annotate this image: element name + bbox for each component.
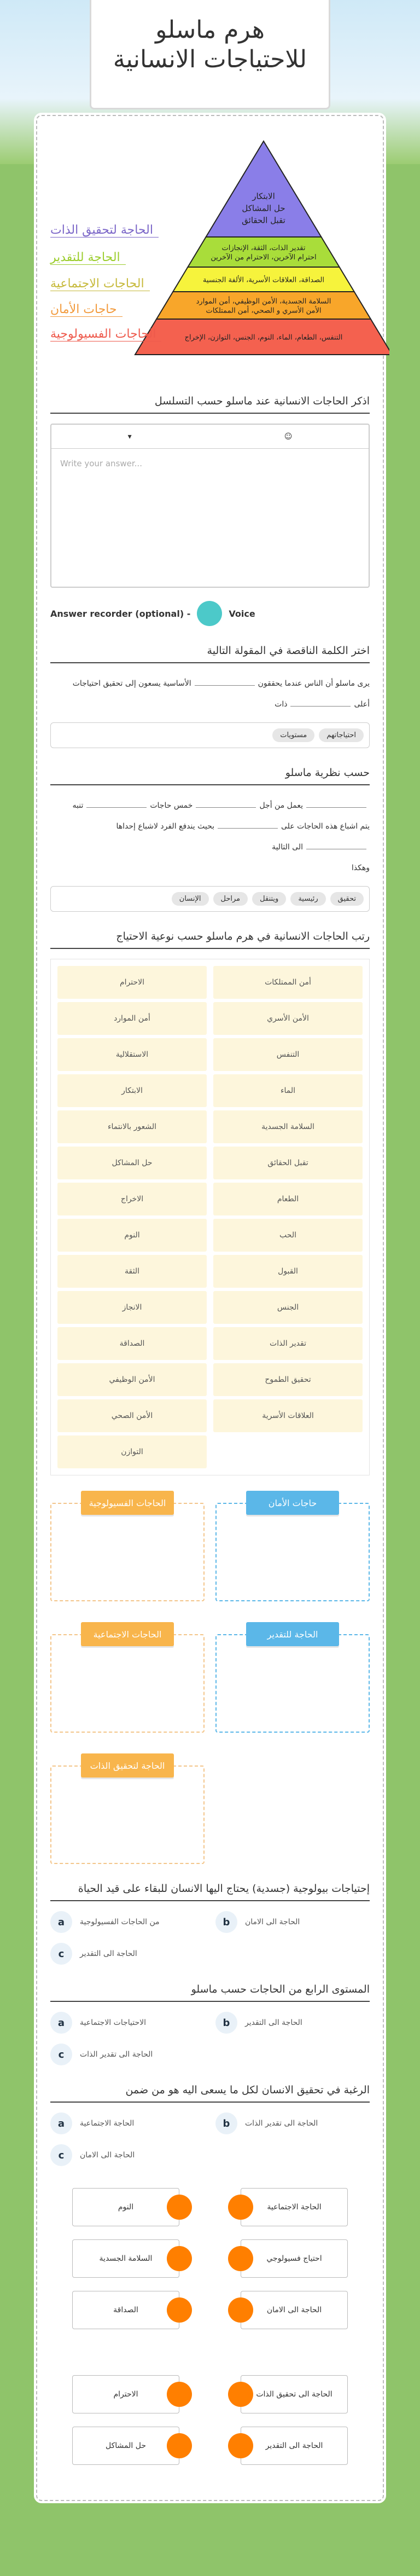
drop-bin[interactable] — [50, 1760, 205, 1864]
sort-card[interactable]: القبول — [213, 1255, 363, 1288]
option-b[interactable] — [215, 2112, 370, 2134]
word-chip[interactable]: الإنسان — [172, 892, 209, 906]
word-bank — [50, 722, 370, 748]
connector-dot[interactable] — [228, 2382, 253, 2407]
sort-card[interactable]: الاخراج — [57, 1183, 207, 1215]
pyramid-level-text: الابتكار حل المشاكل تقبل الحقائق — [242, 191, 285, 225]
sort-card[interactable]: السلامة الجسدية — [213, 1110, 363, 1143]
record-button[interactable] — [197, 601, 222, 626]
match-text: احتياج فسيولوجي — [266, 2254, 322, 2263]
match-left-item[interactable] — [72, 2239, 179, 2278]
sort-card[interactable]: تقبل الحقائق — [213, 1147, 363, 1179]
bin-label: الحاجة للتقدير — [246, 1622, 339, 1646]
match-text: الحاجة الاجتماعية — [267, 2203, 322, 2212]
sentence-part: يعمل من أجل — [259, 801, 303, 810]
question-title: حسب نظرية ماسلو — [50, 767, 370, 785]
option-text: الحاجة الى التقدير — [80, 1949, 137, 1958]
sort-card[interactable]: الثقة — [57, 1255, 207, 1288]
sort-card[interactable]: الحب — [213, 1219, 363, 1252]
question-title: الرغبة في تحقيق الانسان لكل ما يسعى اليه هو من ضمن — [50, 2084, 370, 2103]
option-text: الحاجة الى الامان — [80, 2151, 135, 2160]
maslow-pyramid — [50, 130, 370, 377]
option-text: الحاجة الى تقدير الذات — [80, 2050, 153, 2059]
drop-bin[interactable] — [50, 1497, 205, 1601]
sort-card[interactable]: أمن الممتلكات — [213, 966, 363, 999]
sort-card[interactable]: حل المشاكل — [57, 1147, 207, 1179]
title-card — [90, 0, 330, 109]
question-mcq-2 — [50, 1983, 370, 2065]
sort-card[interactable]: تقدير الذات — [213, 1327, 363, 1360]
question-mcq-3 — [50, 2084, 370, 2166]
word-chip[interactable]: ويتنقل — [252, 892, 286, 906]
bin-label: حاجات الأمان — [246, 1491, 339, 1515]
connector-dot[interactable] — [228, 2246, 253, 2271]
option-b[interactable] — [215, 2012, 370, 2034]
matching-exercise — [50, 2188, 370, 2465]
option-a[interactable] — [50, 2112, 205, 2134]
connector-dot[interactable] — [228, 2433, 253, 2458]
option-text: الحاجة الاجتماعية — [80, 2119, 135, 2128]
question-sequence — [50, 395, 370, 626]
sentence-part: أعلى — [354, 700, 370, 709]
option-text: من الحاجات الفسيولوجية — [80, 1918, 160, 1926]
match-text: الحاجة الى التقدير — [265, 2441, 323, 2450]
drop-bin[interactable] — [215, 1497, 370, 1601]
sentence-part: يتم اشباع هذه الحاجات على — [281, 822, 370, 831]
bin-label: الحاجة لتحقيق الذات — [81, 1753, 174, 1778]
sort-card[interactable]: أمن الموارد — [57, 1002, 207, 1035]
option-text: الحاجة الى التقدير — [245, 2018, 302, 2027]
sentence-part: الى التالية — [272, 843, 303, 852]
word-chip[interactable]: رئيسية — [290, 892, 325, 906]
sentence-part: يرى ماسلو أن الناس عندما يحققون — [258, 679, 370, 688]
match-right-item[interactable] — [241, 2239, 348, 2278]
sentence-part: بحيث يندفع الفرد لاشباع إحداها — [116, 822, 215, 831]
option-letter: b — [215, 2012, 237, 2034]
pyramid-side-label: الحاجات الاجتماعية — [50, 277, 150, 291]
sort-card[interactable]: الشعور بالانتماء — [57, 1110, 207, 1143]
question-title: المستوى الرابع من الحاجات حسب ماسلو — [50, 1983, 370, 2002]
connector-dot[interactable] — [167, 2195, 192, 2220]
option-letter: b — [215, 1911, 237, 1933]
sort-card[interactable]: الأمن الوظيفي — [57, 1363, 207, 1396]
connector-dot[interactable] — [167, 2382, 192, 2407]
question-fill-blank-2 — [50, 767, 370, 912]
sort-card[interactable]: الاستقلالية — [57, 1038, 207, 1071]
connector-dot[interactable] — [228, 2195, 253, 2220]
match-left-item[interactable] — [72, 2375, 179, 2413]
pyramid-level-text: الصداقة، العلاقات الأسرية، الألفة الجنسية — [203, 276, 324, 285]
match-text: النوم — [118, 2203, 134, 2212]
match-right-item[interactable] — [241, 2188, 348, 2226]
answer-textbox[interactable] — [50, 424, 370, 588]
drop-bin[interactable] — [50, 1629, 205, 1733]
pyramid-side-label: الحاجة لتحقيق الذات — [50, 223, 159, 238]
match-text: السلامة الجسدية — [99, 2254, 153, 2263]
match-right-item[interactable] — [241, 2375, 348, 2413]
pyramid-side-label: حاجات الأمان — [50, 303, 122, 317]
option-b[interactable] — [215, 1911, 370, 1933]
blank-slot[interactable] — [218, 828, 278, 829]
bin-label: الحاجات الاجتماعية — [81, 1622, 174, 1646]
question-mcq-1 — [50, 1883, 370, 1965]
sort-card[interactable]: تحقيق الطموح — [213, 1363, 363, 1396]
sort-card[interactable]: الأمن الأسري — [213, 1002, 363, 1035]
match-text: الحاجة الى الامان — [266, 2306, 322, 2314]
match-left-item[interactable] — [72, 2188, 179, 2226]
sort-card[interactable]: الابتكار — [57, 1074, 207, 1107]
sort-card[interactable]: الصداقة — [57, 1327, 207, 1360]
sentence-part: الأساسية يسعون إلى تحقيق احتياجات — [72, 679, 191, 688]
sort-card[interactable]: الماء — [213, 1074, 363, 1107]
recorder-label: Answer recorder (optional) - — [50, 608, 191, 619]
worksheet-body — [36, 115, 384, 2501]
sort-card[interactable]: الانجاز — [57, 1291, 207, 1324]
word-chip[interactable]: تحقيق — [330, 892, 364, 906]
sort-card[interactable]: العلاقات الأسرية — [213, 1399, 363, 1432]
option-letter: b — [215, 2112, 237, 2134]
match-left-item[interactable] — [72, 2427, 179, 2465]
option-text: الحاجة الى الامان — [245, 1918, 300, 1926]
match-text: الصداقة — [113, 2306, 138, 2314]
blank-slot[interactable] — [196, 807, 256, 808]
sortable-items — [50, 959, 370, 1475]
blank-slot[interactable] — [86, 807, 147, 808]
bin-label: الحاجات الفسيولوجية — [81, 1491, 174, 1515]
pyramid-level-text: تقدير الذات، الثقة، الإنجازات احترام الآخرين، الاحترام من الآخرين — [211, 244, 317, 262]
answer-placeholder: Write your answer... — [60, 459, 142, 468]
question-title: اختر الكلمة الناقصة في المقولة التالية — [50, 645, 370, 663]
word-chip[interactable]: مستويات — [272, 728, 314, 742]
answer-toolbar — [51, 425, 369, 449]
match-right-item[interactable] — [241, 2291, 348, 2329]
pyramid-level-text: التنفس، الطعام، الماء، النوم، الجنس، التوازن، الإخراج — [184, 333, 343, 342]
fill-sentence — [50, 795, 370, 878]
question-fill-blank-1 — [50, 645, 370, 748]
blank-slot[interactable] — [290, 706, 351, 707]
connector-dot[interactable] — [167, 2246, 192, 2271]
emoji-icon[interactable]: ☺ — [284, 432, 293, 441]
question-title: إحتياجات بيولوجية (جسدية) يحتاج اليها الانسان للبقاء على قيد الحياة — [50, 1883, 370, 1901]
option-a[interactable] — [50, 1911, 205, 1933]
question-title: اذكر الحاجات الانسانية عند ماسلو حسب التسلسل — [50, 395, 370, 414]
pyramid-side-label: الحاجات الفسيولوجية — [50, 327, 161, 341]
option-letter: a — [50, 2112, 72, 2134]
option-letter: a — [50, 1911, 72, 1933]
sort-card[interactable]: الجنس — [213, 1291, 363, 1324]
option-c[interactable] — [50, 1943, 205, 1965]
option-letter: c — [50, 2144, 72, 2166]
dropdown-icon[interactable]: ▾ — [127, 432, 132, 441]
sort-card[interactable]: التوازن — [57, 1435, 207, 1468]
word-bank — [50, 886, 370, 912]
sort-card[interactable]: الاحترام — [57, 966, 207, 999]
sort-card[interactable]: الطعام — [213, 1183, 363, 1215]
pyramid-side-label: الحاجة للتقدير — [50, 251, 126, 265]
connector-dot[interactable] — [167, 2297, 192, 2323]
option-c[interactable] — [50, 2044, 205, 2065]
blank-slot[interactable] — [195, 685, 255, 686]
match-text: حل المشاكل — [106, 2441, 146, 2450]
option-letter: a — [50, 2012, 72, 2034]
match-right-item[interactable] — [241, 2427, 348, 2465]
sort-card[interactable]: الأمن الصحي — [57, 1399, 207, 1432]
word-chip[interactable]: مراحل — [213, 892, 248, 906]
blank-slot[interactable] — [306, 807, 366, 808]
match-text: الحاجة الى تحقيق الذات — [256, 2390, 332, 2399]
question-sort — [50, 930, 370, 1864]
category-bins — [50, 1492, 370, 1864]
match-left-item[interactable] — [72, 2291, 179, 2329]
sentence-part: ذات — [275, 700, 288, 709]
option-letter: c — [50, 2044, 72, 2065]
connector-dot[interactable] — [228, 2297, 253, 2323]
option-letter: c — [50, 1943, 72, 1965]
option-c[interactable] — [50, 2144, 205, 2166]
option-text: الحاجة الى تقدير الذات — [245, 2119, 318, 2128]
question-title: رتب الحاجات الانسانية في هرم ماسلو حسب نوعية الاحتياج — [50, 930, 370, 949]
option-a[interactable] — [50, 2012, 205, 2034]
page-title: هرم ماسلو للاحتياجات الانسانية — [113, 16, 307, 73]
answer-recorder — [50, 601, 370, 626]
drop-bin[interactable] — [215, 1629, 370, 1733]
sentence-part: وهكذا — [351, 864, 370, 872]
sentence-part: تنبه — [72, 801, 84, 810]
sentence-part: خمس حاجات — [150, 801, 193, 810]
match-text: الاحترام — [113, 2390, 138, 2399]
fill-sentence — [50, 673, 370, 715]
word-chip[interactable]: احتياجاتهم — [319, 728, 364, 742]
sort-card[interactable]: النوم — [57, 1219, 207, 1252]
sort-card[interactable]: التنفس — [213, 1038, 363, 1071]
option-text: الاحتياجات الاجتماعية — [80, 2018, 146, 2027]
voice-label: Voice — [229, 608, 255, 619]
pyramid-level-text: السلامة الجسدية، الأمن الوظيفي، أمن الموارد الأمن الأسري و الصحي، أمن الممتلكات — [196, 297, 331, 315]
connector-dot[interactable] — [167, 2433, 192, 2458]
